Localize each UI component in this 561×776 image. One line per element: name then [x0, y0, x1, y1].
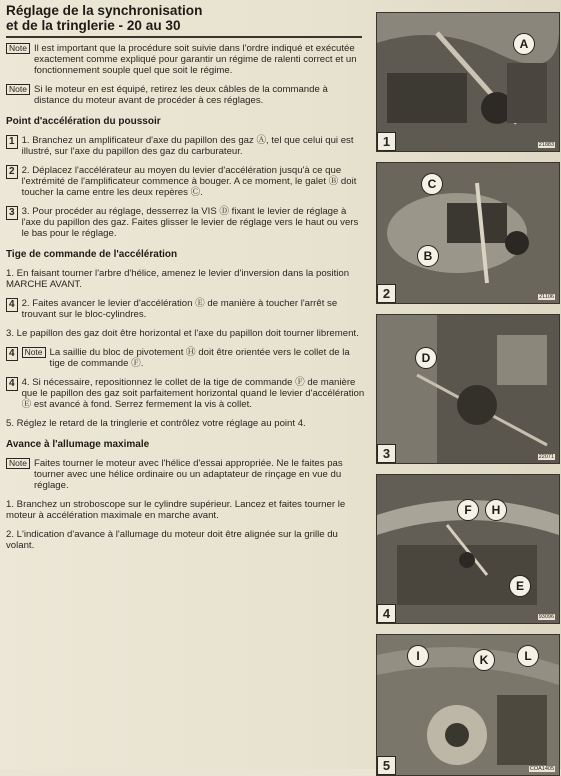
figure-ref-badge: 2	[6, 165, 18, 179]
figure-3	[376, 314, 560, 464]
page-title	[6, 4, 366, 33]
step-1-3	[6, 206, 366, 239]
figure-4	[376, 474, 560, 624]
callout-E: E	[509, 575, 531, 597]
engine-photo	[377, 475, 559, 623]
callout-I: I	[407, 645, 429, 667]
step-1-1	[6, 135, 366, 157]
note-badge: Note	[6, 84, 30, 96]
step-2-3: 3. Le papillon des gaz doit être horizontal et l'axe du papillon doit tourner librement.	[6, 327, 359, 339]
figure-ref-badge: 4	[6, 377, 18, 391]
figure-number: 5	[377, 756, 396, 775]
callout-C: C	[421, 173, 443, 195]
engine-photo	[377, 315, 559, 463]
figure-code: 22071	[538, 454, 554, 460]
figure-ref-badge: 1	[6, 135, 18, 149]
note-2	[6, 84, 366, 106]
step-2-4	[6, 377, 366, 410]
step-text: 3. Pour procéder au réglage, desserrez la VIS Ⓓ fixant le levier de réglage à l'axe du papillon des gaz. Faites glisser le levier de réglage vers le haut ou vers le bas pour le réglage.	[21, 205, 359, 239]
figure-ref-badge: 4	[6, 298, 18, 312]
figure-number: 1	[377, 132, 396, 151]
text-column	[6, 4, 366, 559]
note-badge: Note	[6, 43, 30, 55]
step-1-2	[6, 165, 366, 198]
title-rule	[6, 36, 362, 38]
figure-code: COA1405	[529, 766, 554, 772]
note-1	[6, 43, 366, 76]
step-2-5: 5. Réglez le retard de la tringlerie et contrôlez votre réglage au point 4.	[6, 417, 306, 429]
figure-2	[376, 162, 560, 304]
step-2-1: 1. En faisant tourner l'arbre d'hélice, amenez le levier d'inversion dans la position MARCHE AVANT.	[6, 267, 350, 290]
note-1-text: Il est important que la procédure soit suivie dans l'ordre indiqué et exécutée exactement comme expliqué pour garantir un régime de ralenti correct et un fonctionnement souple quel que soit le régime.	[33, 42, 357, 76]
section-heading-1: Point d'accélération du poussoir	[6, 115, 161, 127]
step-text: 2. Déplacez l'accélérateur au moyen du levier d'accélération jusqu'à ce que l'extrémité de l'amplificateur commence à bouger. A ce moment, le galet Ⓑ doit toucher la came entre les deux repères Ⓒ.	[21, 164, 357, 198]
figure-1	[376, 12, 560, 152]
step-text: 4. Si nécessaire, repositionnez le collet de la tige de commande Ⓕ de manière que le papillon des gaz soit parfaitement horizontal quand le levier d'accélération Ⓔ est avancé à fond. Serrez fermement la vis à collet.	[21, 376, 365, 410]
title-line-2: et de la tringlerie - 20 au 30	[6, 17, 181, 33]
figure-code: 21106	[539, 294, 554, 300]
figure-code: 21883	[538, 142, 554, 148]
engine-photo	[377, 163, 559, 303]
section-heading-2: Tige de commande de l'accélération	[6, 248, 178, 260]
callout-B: B	[417, 245, 439, 267]
note-text: La saillie du bloc de pivotement Ⓗ doit être orientée vers le collet de la tige de commande Ⓕ.	[49, 346, 350, 369]
engine-photo	[377, 13, 559, 151]
step-text: 2. Faites avancer le levier d'accélération Ⓔ de manière à toucher l'arrêt se trouvant sur le bloc-cylindres.	[21, 297, 338, 320]
callout-F: F	[457, 499, 479, 521]
figure-code: 93096	[538, 614, 554, 620]
note-badge: Note	[22, 347, 46, 359]
callout-A: A	[513, 33, 535, 55]
figure-5	[376, 634, 560, 776]
callout-L: L	[517, 645, 539, 667]
note-3	[6, 458, 366, 491]
callout-K: K	[473, 649, 495, 671]
step-2-2	[6, 298, 366, 320]
figure-number: 2	[377, 284, 396, 303]
section-heading-3: Avance à l'allumage maximale	[6, 438, 150, 450]
note-2-text: Si le moteur en est équipé, retirez les deux câbles de la commande à distance du moteur avant de procéder à ces réglages.	[33, 83, 328, 106]
figure-ref-badge: 3	[6, 206, 18, 220]
note-3-text: Faites tourner le moteur avec l'hélice d'essai appropriée. Ne le faites pas tourner avec une hélice ordinaire ou un adaptateur de rinçage en vue du réglage.	[33, 457, 343, 491]
figure-number: 3	[377, 444, 396, 463]
figure-number: 4	[377, 604, 396, 623]
note-badge: Note	[6, 458, 30, 470]
callout-H: H	[485, 499, 507, 521]
step-text: 1. Branchez un amplificateur d'axe du papillon des gaz Ⓐ, tel que celui qui est illustré, sur l'axe du papillon des gaz du carburateur.	[21, 134, 354, 157]
figure-ref-badge: 4	[6, 347, 18, 361]
step-3-2: 2. L'indication d'avance à l'allumage du moteur doit être alignée sur la grille du volant.	[6, 528, 338, 551]
title-line-1: Réglage de la synchronisation	[6, 3, 203, 18]
step-3-1: 1. Branchez un stroboscope sur le cylindre supérieur. Lancez et faites tourner le moteur à accélération maximale en marche avant.	[6, 498, 346, 521]
callout-D: D	[415, 347, 437, 369]
step-2-note	[6, 347, 366, 369]
